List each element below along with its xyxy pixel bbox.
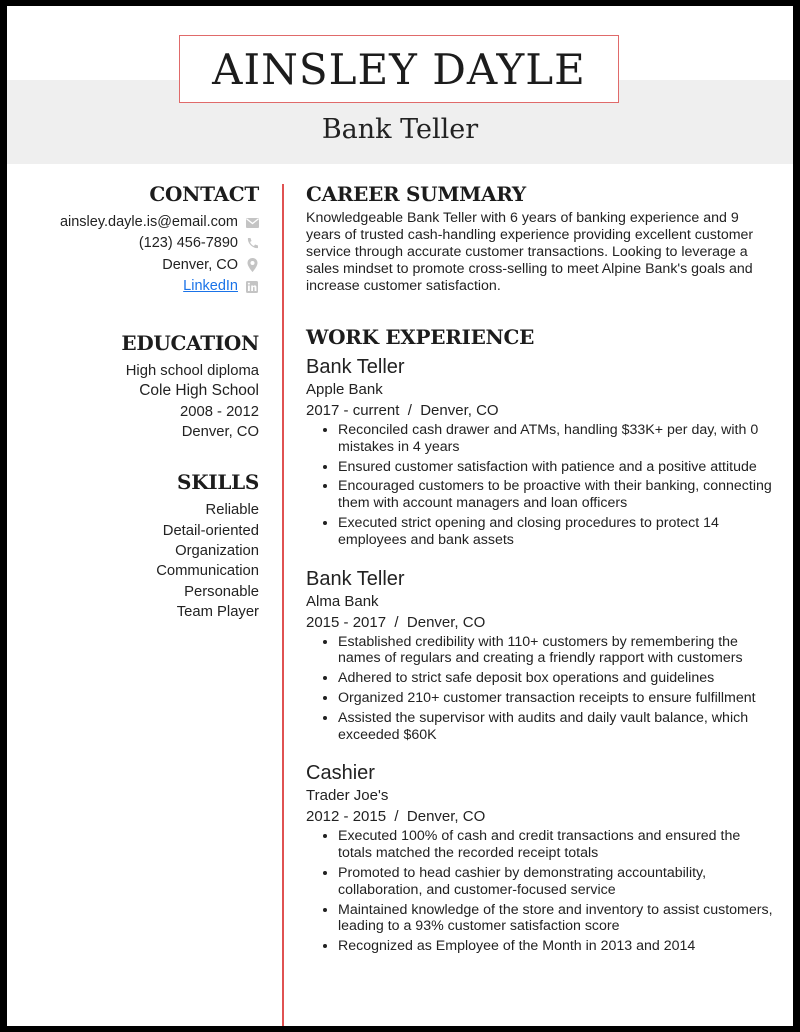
- job-bullet: • Reconciled cash drawer and ATMs, handling $33K+ per day, with 0 mistakes in 4 years: [338, 422, 776, 456]
- work-heading: WORK EXPERIENCE: [306, 325, 535, 349]
- skills-heading: SKILLS: [177, 470, 259, 495]
- summary-text: Knowledgeable Bank Teller with 6 years of banking experience and 9 years of trusted cash-handling experience providing excellent customer service through accurate customer transactions. Looking to leverage a sales mindset to promote cross-selling to meet Alpine Bank's goals and increase customer satisfaction.: [306, 210, 754, 294]
- resume-page: [7, 6, 793, 1026]
- contact-linkedin: [7, 276, 259, 297]
- phone-icon: [245, 237, 259, 251]
- skill-item: Communication: [156, 563, 259, 580]
- skill-item: Team Player: [176, 603, 259, 620]
- job-bullet: • Established credibility with 110+ customers by remembering the names of regulars and creating a friendly rapport with customers: [338, 634, 776, 668]
- skill-item: Detail-oriented: [162, 522, 259, 539]
- job-bullet: • Executed strict opening and closing procedures to protect 14 employees and bank assets: [338, 515, 776, 549]
- job-bullet: • Ensured customer satisfaction with patience and a positive attitude: [338, 459, 776, 476]
- education-years: 2008 - 2012: [180, 403, 259, 420]
- job-role-title: Bank Teller: [321, 114, 479, 145]
- job-bullets: [306, 828, 776, 955]
- job-bullets: [306, 634, 776, 744]
- name-box: [179, 35, 619, 103]
- contact-phone: [7, 233, 259, 254]
- job-entry: [306, 355, 776, 549]
- right-column: [306, 182, 776, 958]
- job-bullets: [306, 422, 776, 549]
- job-entry: [306, 567, 776, 744]
- job-entry: [306, 761, 776, 955]
- candidate-name: AINSLEY DAYLE: [212, 44, 586, 94]
- job-bullet: • Executed 100% of cash and credit transactions and ensured the totals matched the recorded receipt totals: [338, 828, 776, 862]
- contact-location: [7, 255, 259, 276]
- job-title: Cashier: [306, 762, 375, 785]
- job-company: Alma Bank: [306, 592, 379, 610]
- job-title: Bank Teller: [306, 567, 405, 590]
- phone-text: (123) 456-7890: [138, 235, 238, 252]
- job-dates: 2017 - current / Denver, CO: [306, 402, 499, 419]
- envelope-icon: [245, 216, 259, 230]
- map-pin-icon: [245, 258, 259, 272]
- left-column: [7, 182, 259, 622]
- education-degree: High school diploma: [125, 363, 259, 380]
- job-title: Bank Teller: [306, 356, 405, 378]
- email-text: ainsley.dayle.is@email.com: [59, 214, 238, 230]
- skill-item: Reliable: [205, 502, 259, 519]
- job-dates: 2015 - 2017 / Denver, CO: [306, 613, 486, 631]
- contact-heading: CONTACT: [149, 182, 259, 206]
- job-bullet: • Recognized as Employee of the Month in 2013 and 2014: [338, 938, 776, 955]
- job-bullet: • Promoted to head cashier by demonstrating accountability, collaboration, and customer-focused service: [338, 865, 776, 899]
- linkedin-link[interactable]: LinkedIn: [183, 277, 238, 294]
- education-heading: EDUCATION: [121, 331, 259, 356]
- job-bullet: • Maintained knowledge of the store and inventory to assist customers, leading to a 93% customer satisfaction score: [338, 902, 776, 936]
- job-bullet: • Assisted the supervisor with audits and daily vault balance, which exceeded $60K: [338, 710, 776, 744]
- summary-heading: CAREER SUMMARY: [306, 182, 526, 206]
- job-bullet: • Organized 210+ customer transaction receipts to ensure fulfillment: [338, 690, 776, 707]
- job-bullet: • Encouraged customers to be proactive with their banking, connecting them with account managers and loan officers: [338, 478, 776, 512]
- education-school: Cole High School: [139, 382, 259, 400]
- education-location: Denver, CO: [181, 424, 259, 441]
- skill-item: Organization: [175, 542, 259, 559]
- location-text: Denver, CO: [162, 256, 238, 273]
- job-company: Trader Joe's: [306, 787, 389, 805]
- job-company: Apple Bank: [306, 381, 383, 398]
- contact-email: [7, 212, 259, 233]
- column-divider: [282, 184, 284, 1026]
- skill-item: Personable: [184, 583, 259, 600]
- job-dates: 2012 - 2015 / Denver, CO: [306, 808, 486, 826]
- linkedin-icon: [245, 280, 259, 294]
- job-bullet: • Adhered to strict safe deposit box operations and guidelines: [338, 670, 776, 687]
